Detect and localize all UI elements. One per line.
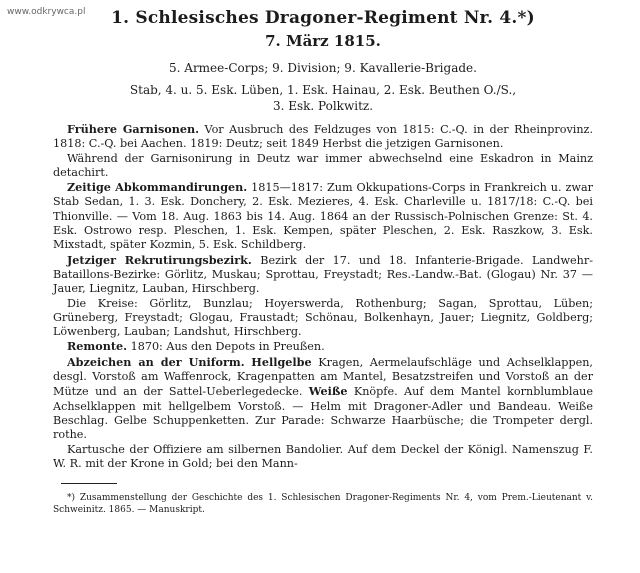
stab-line-1: Stab, 4. u. 5. Esk. Lüben, 1. Esk. Hainau, 2. Esk. Beuthen O./S., — [129, 83, 517, 97]
founding-date: 7. März 1815. — [265, 32, 381, 50]
heading-rekrutirung: Jetziger Rekrutirungsbezirk. — [67, 252, 252, 267]
section-garnisonen — [53, 122, 593, 152]
heading-remonte: Remonte. — [67, 339, 128, 354]
text-garnisonen: Vor Ausbruch des Feldzuges von 1815: C.-Q. in der Rheinprovinz. 1818: C.-Q. bei Aachen. 1819: Deutz; seit 1849 Herbst die jetzigen Garnisonen. — [53, 123, 593, 151]
text-remonte: 1870: Aus den Depots in Preußen. — [127, 340, 325, 354]
stab-line — [53, 82, 593, 114]
regiment-title: 1. Schlesisches Dragoner-Regiment Nr. 4.*) — [111, 8, 535, 28]
text-uniform: Kragen, Aermelaufschläge und Achselklappen, desgl. Vorstoß am Waffenrock, Kragenpatten am Mantel, Besatzstreifen und Vorstoß an der Mütze und an der Sattel-Ueberlegedecke. — [53, 355, 593, 399]
section-remonte — [53, 339, 593, 354]
section-abkommandirungen — [53, 180, 593, 252]
text-rekrutirung-2: Die Kreise: Görlitz, Bunzlau; Hoyerswerda, Rothenburg; Sagan, Sprottau, Lüben; Grüneberg, Freystadt; Glogau, Fraustadt; Schönau, Bolkenhayn, Jauer; Liegnitz, Goldberg; Löwenberg, Lauban; Landshut, Hirschberg. — [53, 296, 593, 339]
section-rekrutirung — [53, 253, 593, 297]
document-body — [53, 122, 593, 471]
section-uniform — [53, 355, 593, 443]
stab-line-2: 3. Esk. Polkwitz. — [272, 99, 374, 113]
text-rekrutirung: Bezirk der 17. und 18. Infanterie-Brigade. Landwehr-Bataillons-Bezirke: Görlitz, Muskau; Sprottau, Freystadt; Res.-Landw.-Bat. (Glogau) Nr. 37 — Jauer, Liegnitz, Lauban, Hirschberg. — [53, 253, 593, 296]
watermark-text: www.odkrywca.pl — [7, 7, 86, 17]
text-abkommandirungen: 1815—1817: Zum Okkupations-Corps in Frankreich u. zwar Stab Sedan, 1. 3. Esk. Donchery, 2. Esk. Mezieres, 4. Esk. Charleville u. 1817/18: C.-Q. bei Thionville. — Vom 18. Aug. 1863 bis 14. Aug. 1864 an der Russisch-Polnischen Grenze: St. 4. Esk. Ostrowo resp. Pleschen, 1. Esk. Kempen, später Pleschen, 2. Esk. Raszkow, 3. Esk. Mixstadt, später Kozmin, 5. Esk. Schildberg. — [53, 181, 594, 252]
text-garnisonen-2: Während der Garnisonirung in Deutz war immer abwechselnd eine Eskadron in Mainz detachirt. — [53, 151, 593, 179]
heading-garnisonen: Frühere Garnisonen. — [67, 122, 200, 136]
heading-uniform: Abzeichen an der Uniform. — [67, 354, 245, 369]
heading-hellgelbe: Hellgelbe — [251, 354, 312, 369]
text-uniform-2: Knöpfe. Auf dem Mantel kornblumblaue Achselklappen mit hellgelbem Vorstoß. — Helm mit Dragoner-Adler und Bandeau. Weiße Beschlag. Gelbe Schuppenketten. Zur Parade: Schwarze Haarbüsche; die Trompeter dergl. rothe. — [53, 385, 593, 442]
heading-weisse: Weiße — [308, 384, 348, 399]
text-uniform-3: Kartusche der Offiziere am silbernen Bandolier. Auf dem Deckel der Königl. Namenszug F. W. R. mit der Krone in Gold; bei den Mann- — [53, 442, 593, 470]
corps-line: 5. Armee-Corps; 9. Division; 9. Kavallerie-Brigade. — [169, 61, 477, 75]
document-page — [53, 7, 593, 516]
footnote: *) Zusammenstellung der Geschichte des 1. Schlesischen Dragoner-Regiments Nr. 4, vom Prem.-Lieutenant v. Schweinitz. 1865. — Manuskript. — [53, 493, 593, 516]
heading-abkommandirungen: Zeitige Abkommandirungen. — [67, 180, 248, 195]
footnote-separator — [61, 483, 117, 484]
